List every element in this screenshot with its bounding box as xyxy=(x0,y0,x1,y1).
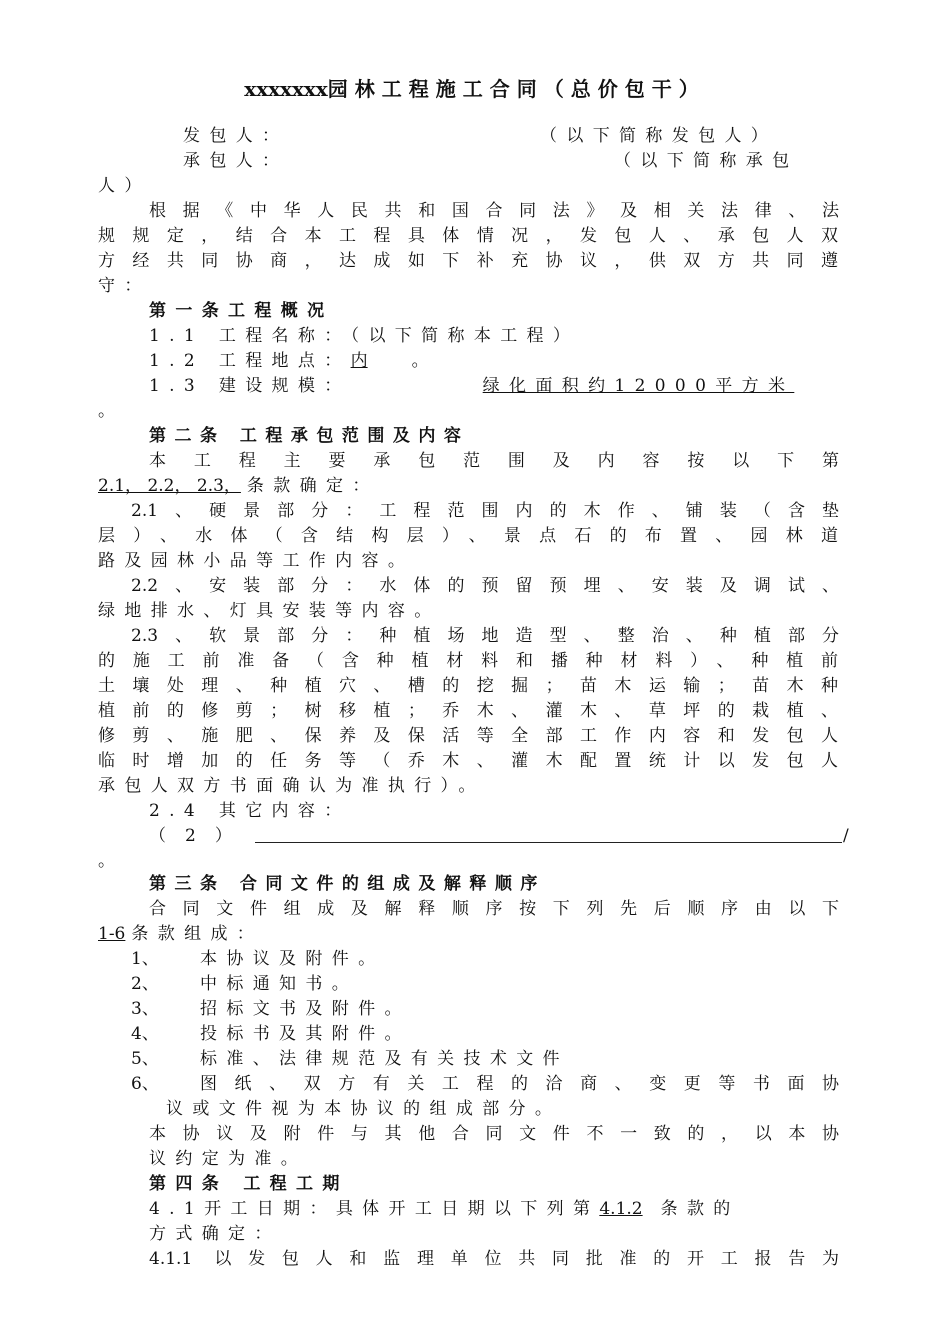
p-4-1-suffix: 条款的 xyxy=(660,1199,740,1219)
list-item-number: 3、 xyxy=(131,999,159,1019)
intro-line: 守： xyxy=(98,276,151,296)
art3-lead-rest: 条款组成： xyxy=(131,924,264,944)
art3-clause-refs: 1-6 xyxy=(98,924,126,944)
p-2-4-item: （ 2 ） xyxy=(149,826,239,846)
art2-lead-2 xyxy=(98,474,379,499)
p-2-3: 土壤处理、种植穴、槽的挖掘；苗木运输；苗木种 xyxy=(98,676,838,696)
list-item-number: 6、 xyxy=(131,1074,159,1094)
list-item-text: 投标书及其附件。 xyxy=(200,1024,411,1044)
p-2-3: 临时增加的任务等（乔木、灌木配置统计以发包人 xyxy=(98,751,838,771)
list-item-text: 中标通知书。 xyxy=(200,974,359,994)
p-4-1-text: 4.1开工日期：具体开工日期以下列第 xyxy=(149,1199,600,1219)
item-1-3-label: 1.3 建设规模： xyxy=(149,376,351,396)
title-main: 园林工程施工合同（总价包干） xyxy=(327,77,706,101)
item-1-3-end: 。 xyxy=(98,401,115,421)
employer-note: （以下简称发包人） xyxy=(540,126,778,146)
p-2-3: 2.3、软景部分：种植场地造型、整治、种植部分 xyxy=(131,626,839,646)
intro-line: 规规定，结合本工程具体情况，发包人、承包人双 xyxy=(98,226,838,246)
p-2-3: 修剪、施肥、保养及保活等全部工作内容和发包人 xyxy=(98,726,838,746)
list-item-text: 本协议及附件。 xyxy=(200,949,385,969)
p-2-3: 的施工前准备（含种植材料和播种材料）、种植前 xyxy=(98,651,838,671)
intro-line: 根据《中华人民共和国合同法》及相关法律、法 xyxy=(149,201,839,221)
list-item-number: 1、 xyxy=(131,949,159,969)
item-1-2-end: 。 xyxy=(411,351,429,371)
p-2-3: 承包人双方书面确认为准执行）。 xyxy=(98,776,485,796)
list-item-text: 图纸、双方有关工程的洽商、变更等书面协 xyxy=(200,1074,839,1094)
p-2-4: 2.4 其它内容： xyxy=(149,801,351,821)
contract-title xyxy=(0,73,950,102)
list-item-continuation: 议或文件视为本协议的组成部分。 xyxy=(166,1099,562,1119)
p-4-1-1: 4.1.1 以发包人和监理单位共同批准的开工报告为 xyxy=(149,1249,839,1269)
art3-note: 本协议及附件与其他合同文件不一致的，以本协 xyxy=(149,1124,839,1144)
article-4-heading: 第四条 工程工期 xyxy=(149,1174,349,1194)
p-2-2: 绿地排水、灯具安装等内容。 xyxy=(98,601,441,621)
blank-line xyxy=(255,842,842,843)
art3-lead-2 xyxy=(98,922,263,947)
art2-clause-refs: 2.1， 2.2， 2.3， xyxy=(98,476,241,496)
list-item-number: 5、 xyxy=(131,1049,159,1069)
p-4-1-cont: 方式确定： xyxy=(149,1224,281,1244)
p-2-4-slash: / xyxy=(843,826,849,846)
p-2-1: 层）、水体（含结构层）、景点石的布置、园林道 xyxy=(98,526,838,546)
contractor-label: 承包人： xyxy=(183,151,289,171)
item-1-2-label: 1.2 工程地点： xyxy=(149,351,351,371)
item-1-3-value: 绿化面积约12000平方米 xyxy=(482,376,795,396)
art3-note: 议约定为准。 xyxy=(149,1149,308,1169)
contractor-note-end: 人） xyxy=(98,176,151,196)
article-2-heading: 第二条 工程承包范围及内容 xyxy=(149,426,470,446)
contractor-note: （以下简称承包 xyxy=(614,151,799,171)
list-item-text: 招标文书及附件。 xyxy=(200,999,411,1019)
article-3-heading: 第三条 合同文件的组成及解释顺序 xyxy=(149,874,546,894)
list-item-number: 4、 xyxy=(131,1024,159,1044)
employer-label: 发包人： xyxy=(183,126,289,146)
item-1-2-value: 内 xyxy=(350,351,368,371)
art2-lead: 本工程主要承包范围及内容按以下第 xyxy=(149,451,839,471)
p-2-1: 路及园林小品等工作内容。 xyxy=(98,551,415,571)
art3-lead: 合同文件组成及解释顺序按下列先后顺序由以下 xyxy=(149,899,839,919)
item-1-2 xyxy=(149,349,429,374)
article-1-heading: 第一条工程概况 xyxy=(149,301,334,321)
p-2-4-end: 。 xyxy=(98,851,115,871)
p-4-1 xyxy=(149,1197,740,1222)
art2-lead-rest: 条款确定： xyxy=(246,476,379,496)
p-2-1: 2.1、硬景部分：工程范围内的木作、铺装（含垫 xyxy=(131,501,839,521)
title-prefix: xxxxxxx xyxy=(244,77,328,101)
list-item-text: 标准、法律规范及有关技术文件 xyxy=(200,1049,569,1069)
intro-line: 方经共同协商，达成如下补充协议，供双方共同遵 xyxy=(98,251,838,271)
p-2-2: 2.2、安装部分：水体的预留预埋、安装及调试、 xyxy=(131,576,839,596)
p-4-1-ref: 4.1.2 xyxy=(599,1199,643,1219)
list-item-number: 2、 xyxy=(131,974,159,994)
p-2-3: 植前的修剪；树移植；乔木、灌木、草坪的栽植、 xyxy=(98,701,838,721)
item-1-1: 1.1 工程名称：（以下简称本工程） xyxy=(149,326,580,346)
